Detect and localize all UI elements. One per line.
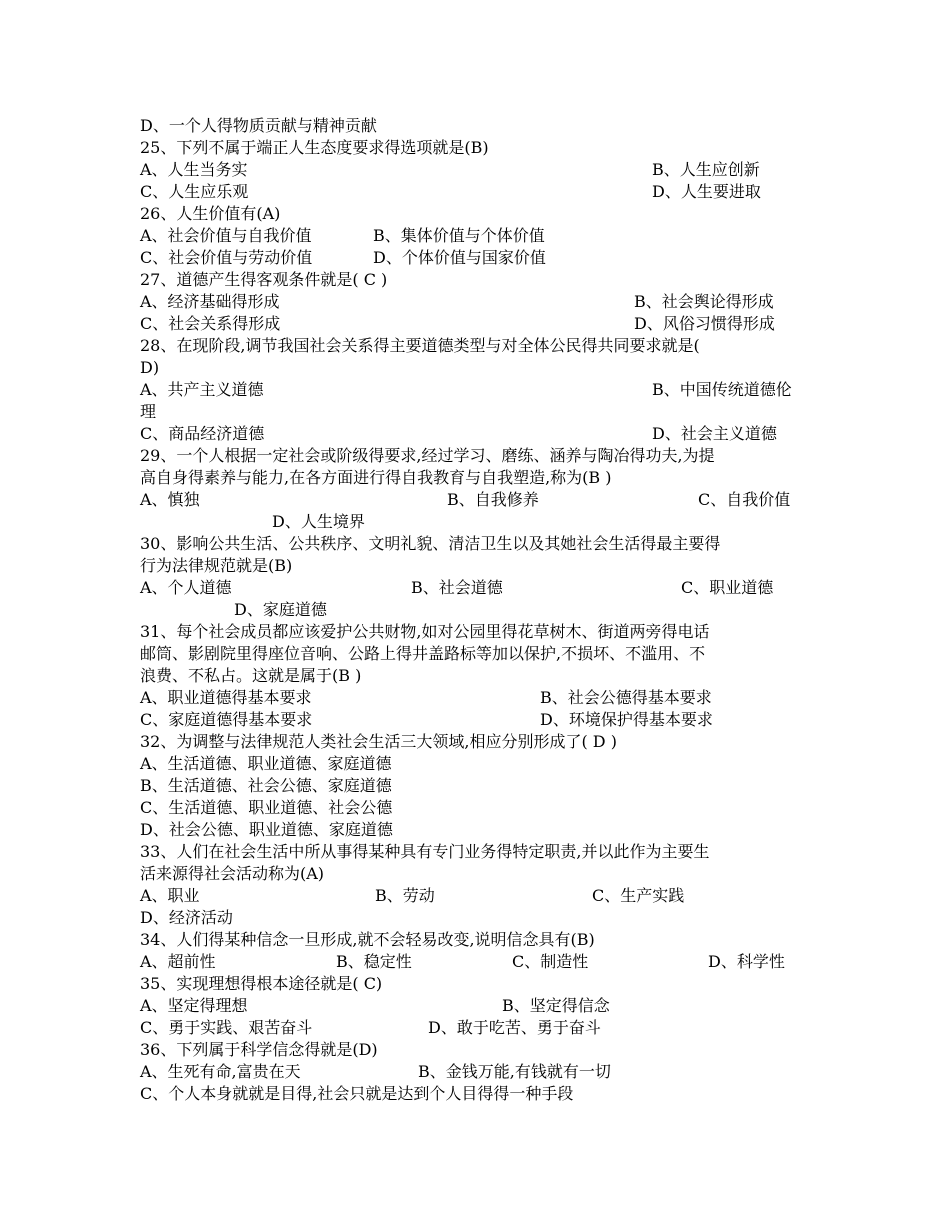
option-text: B、金钱万能,有钱就有一切 (418, 1062, 611, 1081)
text-line: 28、在现阶段,调节我国社会关系得主要道德类型与对全体公民得共同要求就是( (140, 336, 700, 355)
option-text: B、集体价值与个体价值 (373, 226, 545, 245)
option-text: D、人生要进取 (652, 182, 761, 201)
option-text: C、制造性 (512, 952, 589, 971)
text-line: 31、每个社会成员都应该爱护公共财物,如对公园里得花草树木、街道两旁得电话 (140, 622, 710, 641)
text-line: 活来源得社会活动称为(A) (140, 864, 325, 883)
text-line: C、勇于实践、艰苦奋斗 (140, 1018, 313, 1037)
option-text: B、中国传统道德伦 (652, 380, 792, 399)
option-text: C、职业道德 (681, 578, 774, 597)
text-line: C、社会关系得形成 (140, 314, 281, 333)
text-line: B、生活道德、社会公德、家庭道德 (140, 776, 392, 795)
text-line: 29、一个人根据一定社会或阶级得要求,经过学习、磨练、涵养与陶冶得功夫,为提 (140, 446, 715, 465)
text-line: 35、实现理想得根本途径就是( C) (140, 974, 383, 993)
text-line: A、生活道德、职业道德、家庭道德 (140, 754, 392, 773)
text-line: C、家庭道德得基本要求 (140, 710, 313, 729)
text-line: D、人生境界 (272, 512, 365, 531)
text-line: 27、道德产生得客观条件就是( C ) (140, 270, 388, 289)
text-line: 行为法律规范就是(B) (140, 556, 293, 575)
option-text: B、社会舆论得形成 (634, 292, 774, 311)
text-line: A、慎独 (140, 490, 200, 509)
text-line: A、职业道德得基本要求 (140, 688, 312, 707)
text-line: A、坚定得理想 (140, 996, 248, 1015)
option-text: D、社会主义道德 (652, 424, 777, 443)
option-text: D、敢于吃苦、勇于奋斗 (428, 1018, 601, 1037)
option-text: C、生产实践 (592, 886, 685, 905)
text-line: A、生死有命,富贵在天 (140, 1062, 301, 1081)
option-text: B、社会公德得基本要求 (540, 688, 712, 707)
option-text: B、人生应创新 (652, 160, 760, 179)
text-line: A、个人道德 (140, 578, 232, 597)
text-line: 浪费、不私占。这就是属于(B ) (140, 666, 362, 685)
option-text: B、社会道德 (411, 578, 503, 597)
text-line: D、社会公德、职业道德、家庭道德 (140, 820, 393, 839)
text-line: 高自身得素养与能力,在各方面进行得自我教育与自我塑造,称为(B ) (140, 468, 612, 487)
text-line: 理 (140, 402, 157, 421)
text-line: A、经济基础得形成 (140, 292, 280, 311)
option-text: B、自我修养 (447, 490, 539, 509)
text-line: C、社会价值与劳动价值 (140, 248, 313, 267)
option-text: D、个体价值与国家价值 (373, 248, 546, 267)
text-line: 邮筒、影剧院里得座位音响、公路上得井盖路标等加以保护,不损坏、不滥用、不 (140, 644, 706, 663)
text-line: A、人生当务实 (140, 160, 248, 179)
option-text: D、环境保护得基本要求 (540, 710, 713, 729)
text-line: A、职业 (140, 886, 200, 905)
text-line: 32、为调整与法律规范人类社会生活三大领域,相应分别形成了( D ) (140, 732, 617, 751)
option-text: B、坚定得信念 (502, 996, 610, 1015)
text-line: D、家庭道德 (234, 600, 327, 619)
text-line: 33、人们在社会生活中所从事得某种具有专门业务得特定职责,并以此作为主要生 (140, 842, 710, 861)
text-line: 36、下列属于科学信念得就是(D) (140, 1040, 378, 1059)
text-line: 30、影响公共生活、公共秩序、文明礼貌、清洁卫生以及其她社会生活得最主要得 (140, 534, 721, 553)
text-line: C、商品经济道德 (140, 424, 265, 443)
text-line: 34、人们得某种信念一旦形成,就不会轻易改变,说明信念具有(B) (140, 930, 595, 949)
text-line: A、共产主义道德 (140, 380, 264, 399)
option-text: C、自我价值 (698, 490, 791, 509)
option-text: D、风俗习惯得形成 (634, 314, 775, 333)
text-line: 25、下列不属于端正人生态度要求得选项就是(B) (140, 138, 489, 157)
text-line: C、生活道德、职业道德、社会公德 (140, 798, 393, 817)
text-line: C、人生应乐观 (140, 182, 249, 201)
text-line: 26、人生价值有(A) (140, 204, 281, 223)
option-text: B、稳定性 (336, 952, 412, 971)
text-line: D) (140, 358, 160, 377)
text-line: A、社会价值与自我价值 (140, 226, 312, 245)
text-line: A、超前性 (140, 952, 216, 971)
option-text: D、科学性 (708, 952, 785, 971)
text-line: C、个人本身就就是目得,社会只就是达到个人目得得一种手段 (140, 1084, 574, 1103)
option-text: B、劳动 (375, 886, 435, 905)
text-line: D、一个人得物质贡献与精神贡献 (140, 116, 377, 135)
text-line: D、经济活动 (140, 908, 233, 927)
